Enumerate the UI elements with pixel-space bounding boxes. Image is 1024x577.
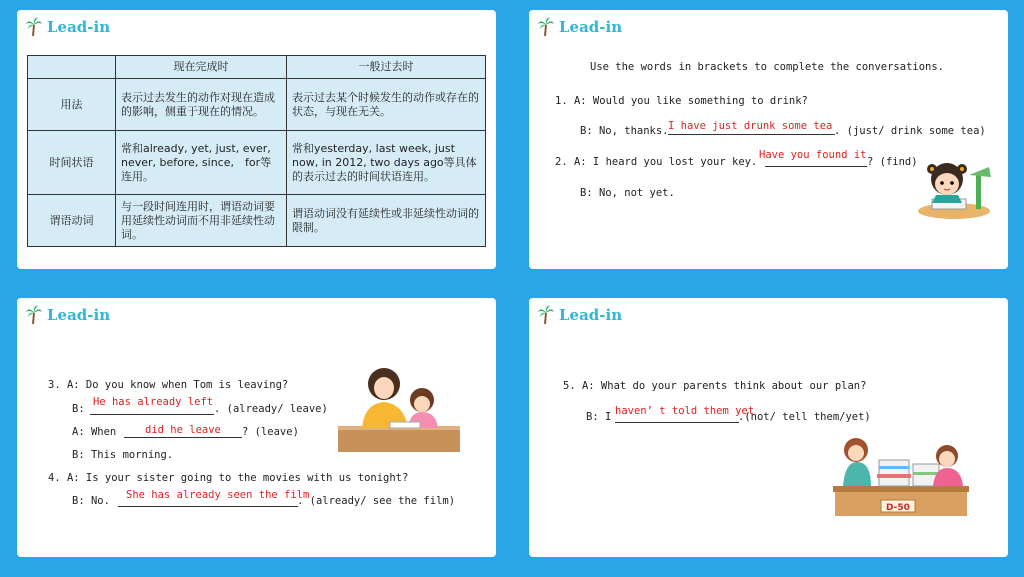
table-cell: 时间状语 [28,131,116,195]
answer-blank [615,422,739,423]
table-header-present-perfect: 现在完成时 [116,56,287,79]
table-header-row [28,56,486,79]
question-3-b: B: [72,403,85,415]
answer-4: She has already seen the film [126,489,310,501]
question-3-a: 3. A: Do you know when Tom is leaving? [48,379,289,391]
answer-blank [668,134,835,135]
palm-tree-icon [25,17,43,37]
table-cell: 谓语动词 [28,195,116,247]
palm-tree-icon [25,305,43,325]
table-row [28,131,486,195]
table-row [28,195,486,247]
slide-4 [529,298,1008,557]
table-cell: 表示过去发生的动作对现在造成的影响，侧重于现在的情况。 [116,79,287,131]
answer-5: haven’ t told them yet [615,405,755,417]
hint-4: . (already/ see the film) [297,495,456,507]
table-cell: 常和already, yet, just, ever, never, before, since, for等连用。 [116,131,287,195]
hint-3: . (already/ leave) [214,403,328,415]
table-header-simple-past: 一般过去时 [287,56,486,79]
desk-sign: D-50 [886,503,910,513]
question-5-b: B: I [586,411,612,423]
answer-1: I have just drunk some tea [668,120,833,132]
question-3-a2: A: When [72,426,117,438]
question-4-b: B: No. [72,495,110,507]
slide-1 [17,10,496,269]
hint-3-a2: ? (leave) [242,426,299,438]
answer-blank [90,414,214,415]
question-3-b2: B: This morning. [72,449,174,461]
slide-header [537,304,622,326]
answer-blank [118,506,298,507]
table-cell: 表示过去某个时候发生的动作或存在的状态，与现在无关。 [287,79,486,131]
children-reading-illustration [829,434,971,520]
question-4-a: 4. A: Is your sister going to the movies with us tonight? [48,472,409,484]
slide-3 [17,298,496,557]
comparison-table [27,55,486,247]
table-cell: 用法 [28,79,116,131]
girl-studying-illustration [914,153,994,223]
slide-2 [529,10,1008,269]
hint-2: ? (find) [867,156,918,168]
slide-header [25,16,110,38]
slide-header [537,16,622,38]
answer-3-a2: did he leave [145,424,221,436]
question-1-a: 1. A: Would you like something to drink? [555,95,808,107]
table-cell: 与一段时间连用时，谓语动词要用延续性动词而不用非延续性动词。 [116,195,287,247]
answer-blank [124,437,242,438]
mother-and-child-illustration [338,366,460,452]
instruction-text: Use the words in brackets to complete the conversations. [590,61,945,73]
question-2-a: 2. A: I heard you lost your key. [555,156,758,168]
question-2-b: B: No, not yet. [580,187,675,199]
slide-title: Lead-in [559,18,623,36]
answer-blank [765,166,867,167]
answer-3: He has already left [93,396,214,408]
table-cell: 常和yesterday, last week, just now, in 2012, two days ago等具体的表示过去的时间状语连用。 [287,131,486,195]
slide-title: Lead-in [47,306,111,324]
table-cell [28,56,116,79]
palm-tree-icon [537,17,555,37]
slide-title: Lead-in [47,18,111,36]
table-cell: 谓语动词没有延续性或非延续性动词的限制。 [287,195,486,247]
slide-title: Lead-in [559,306,623,324]
answer-2: Have you found it [759,149,867,161]
table-row [28,79,486,131]
slide-header [25,304,110,326]
question-1-b: B: No, thanks. [580,125,669,137]
hint-1: . (just/ drink some tea) [834,125,986,137]
question-5-a: 5. A: What do your parents think about our plan? [563,380,867,392]
hint-5: .(not/ tell them/yet) [738,411,871,423]
palm-tree-icon [537,305,555,325]
